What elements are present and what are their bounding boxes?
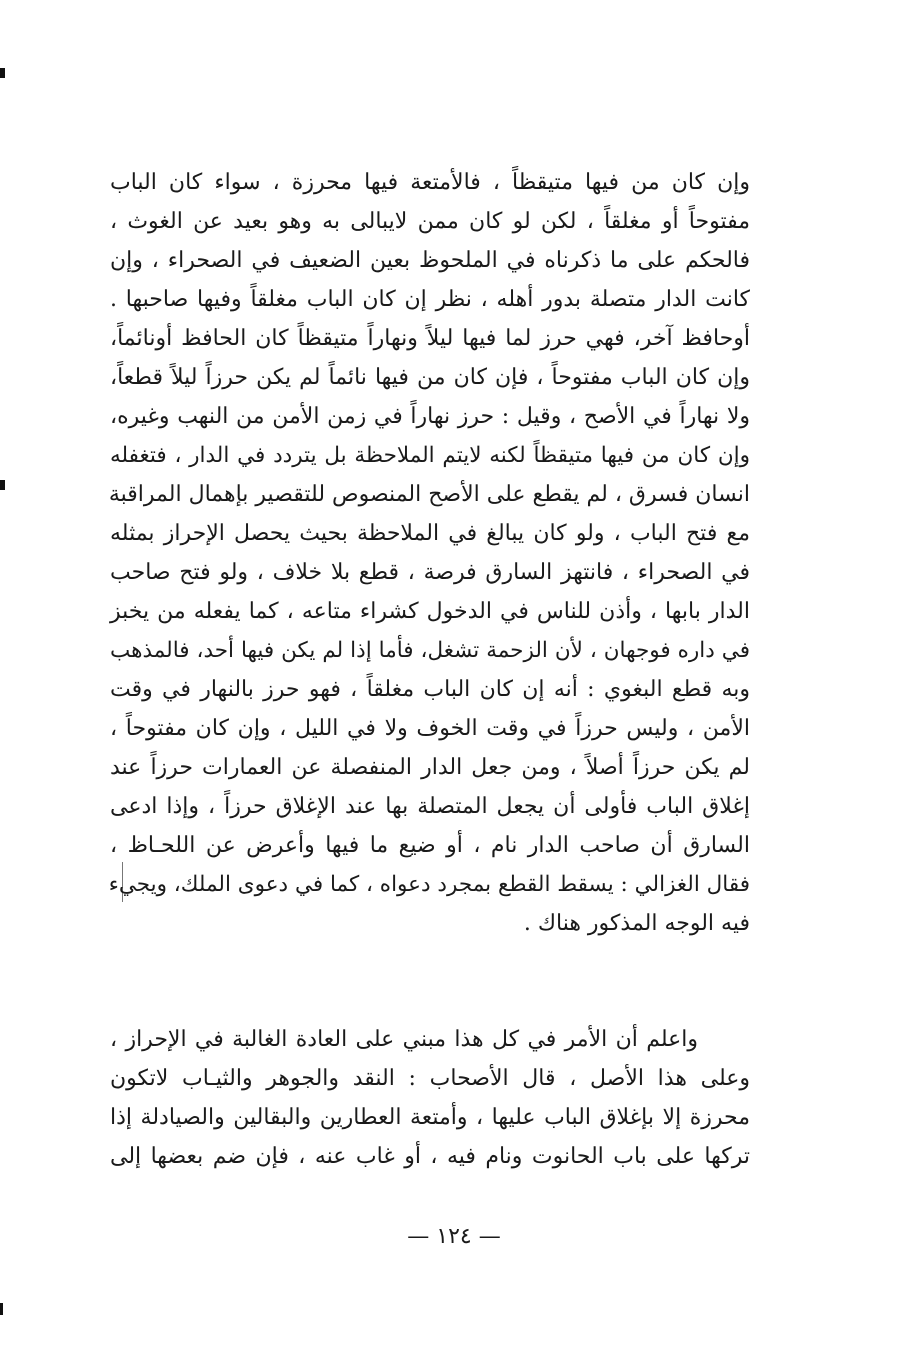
text-line: وعلى هذا الأصل ، قال الأصحاب : النقد والجوهر والثيـاب لاتكون — [110, 1066, 750, 1091]
text-line: كانت الدار متصلة بدور أهله ، نظر إن كان الباب مغلقاً وفيها صاحبها . — [110, 287, 750, 312]
text-line: في داره فوجهان ، لأن الزحمة تشغل، فأما إذا لم يكن فيها أحد، فالمذهب — [110, 638, 750, 663]
text-line: مع فتح الباب ، ولو كان يبالغ في الملاحظة بحيث يحصل الإحراز بمثله — [110, 521, 750, 546]
text-line: انسان فسرق ، لم يقطع على الأصح المنصوص للتقصير بإهمال المراقبة — [108, 482, 750, 507]
paragraph-1 — [110, 163, 750, 943]
text-line: في الصحراء ، فانتهز السارق فرصة ، قطع بلا خلاف ، ولو فتح صاحب — [110, 560, 750, 585]
text-line: إغلاق الباب فأولى أن يجعل المتصلة بها عند الإغلاق حرزاً ، وإذا ادعى — [110, 794, 750, 819]
text-line: واعلم أن الأمر في كل هذا مبني على العادة الغالبة في الإحراز ، — [110, 1027, 698, 1052]
text-line: وبه قطع البغوي : أنه إن كان الباب مغلقاً ، فهو حرز بالنهار في وقت — [110, 677, 750, 702]
text-line: أوحافظ آخر، فهي حرز لما فيها ليلاً ونهاراً متيقظاً كان الحافظ أونائماً، — [110, 326, 750, 351]
text-line: الأمن ، وليس حرزاً في وقت الخوف ولا في الليل ، وإن كان مفتوحاً ، — [110, 716, 750, 741]
text-line: فقال الغزالي : يسقط القطع بمجرد دعواه ، كما في دعوى الملك، ويجيء — [108, 872, 750, 897]
text-line: فالحكم على ما ذكرناه في الملحوظ بعين الضعيف في الصحراء ، وإن — [110, 248, 750, 273]
text-line: لم يكن حرزاً أصلاً ، ومن جعل الدار المنفصلة عن العمارات حرزاً عند — [110, 755, 750, 780]
text-line: وإن كان الباب مفتوحاً ، فإن كان من فيها نائماً لم يكن حرزاً ليلاً قطعاً، — [110, 365, 750, 390]
scan-edge-mark — [0, 1303, 3, 1315]
text-line: وإن كان من فيها متيقظاً لكنه لايتم الملاحظة بل يتردد في الدار ، فتغفله — [110, 443, 750, 468]
text-line: ولا نهاراً في الأصح ، وقيل : حرز نهاراً في زمن الأمن من النهب وغيره، — [110, 404, 750, 429]
paragraph-2 — [110, 1020, 750, 1176]
text-line: وإن كان من فيها متيقظاً ، فالأمتعة فيها محرزة ، سواء كان الباب — [110, 170, 750, 195]
text-line: الدار بابها ، وأذن للناس في الدخول كشراء متاعه ، كما يفعله من يخبز — [110, 599, 750, 624]
text-line: محرزة إلا بإغلاق الباب عليها ، وأمتعة العطارين والبقالين والصيادلة إذا — [110, 1105, 750, 1130]
page-number: — ١٢٤ — — [407, 1224, 501, 1249]
text-line: مفتوحاً أو مغلقاً ، لكن لو كان ممن لايبالى به وهو بعيد عن الغوث ، — [110, 209, 750, 234]
scan-edge-mark — [0, 68, 5, 78]
scan-edge-mark — [0, 480, 5, 490]
text-line: السارق أن صاحب الدار نام ، أو ضيع ما فيها وأعرض عن اللحـاظ ، — [110, 833, 750, 858]
text-line: تركها على باب الحانوت ونام فيه ، أو غاب عنه ، فإن ضم بعضها إلى — [110, 1144, 750, 1169]
text-line: فيه الوجه المذكور هناك . — [523, 911, 750, 936]
